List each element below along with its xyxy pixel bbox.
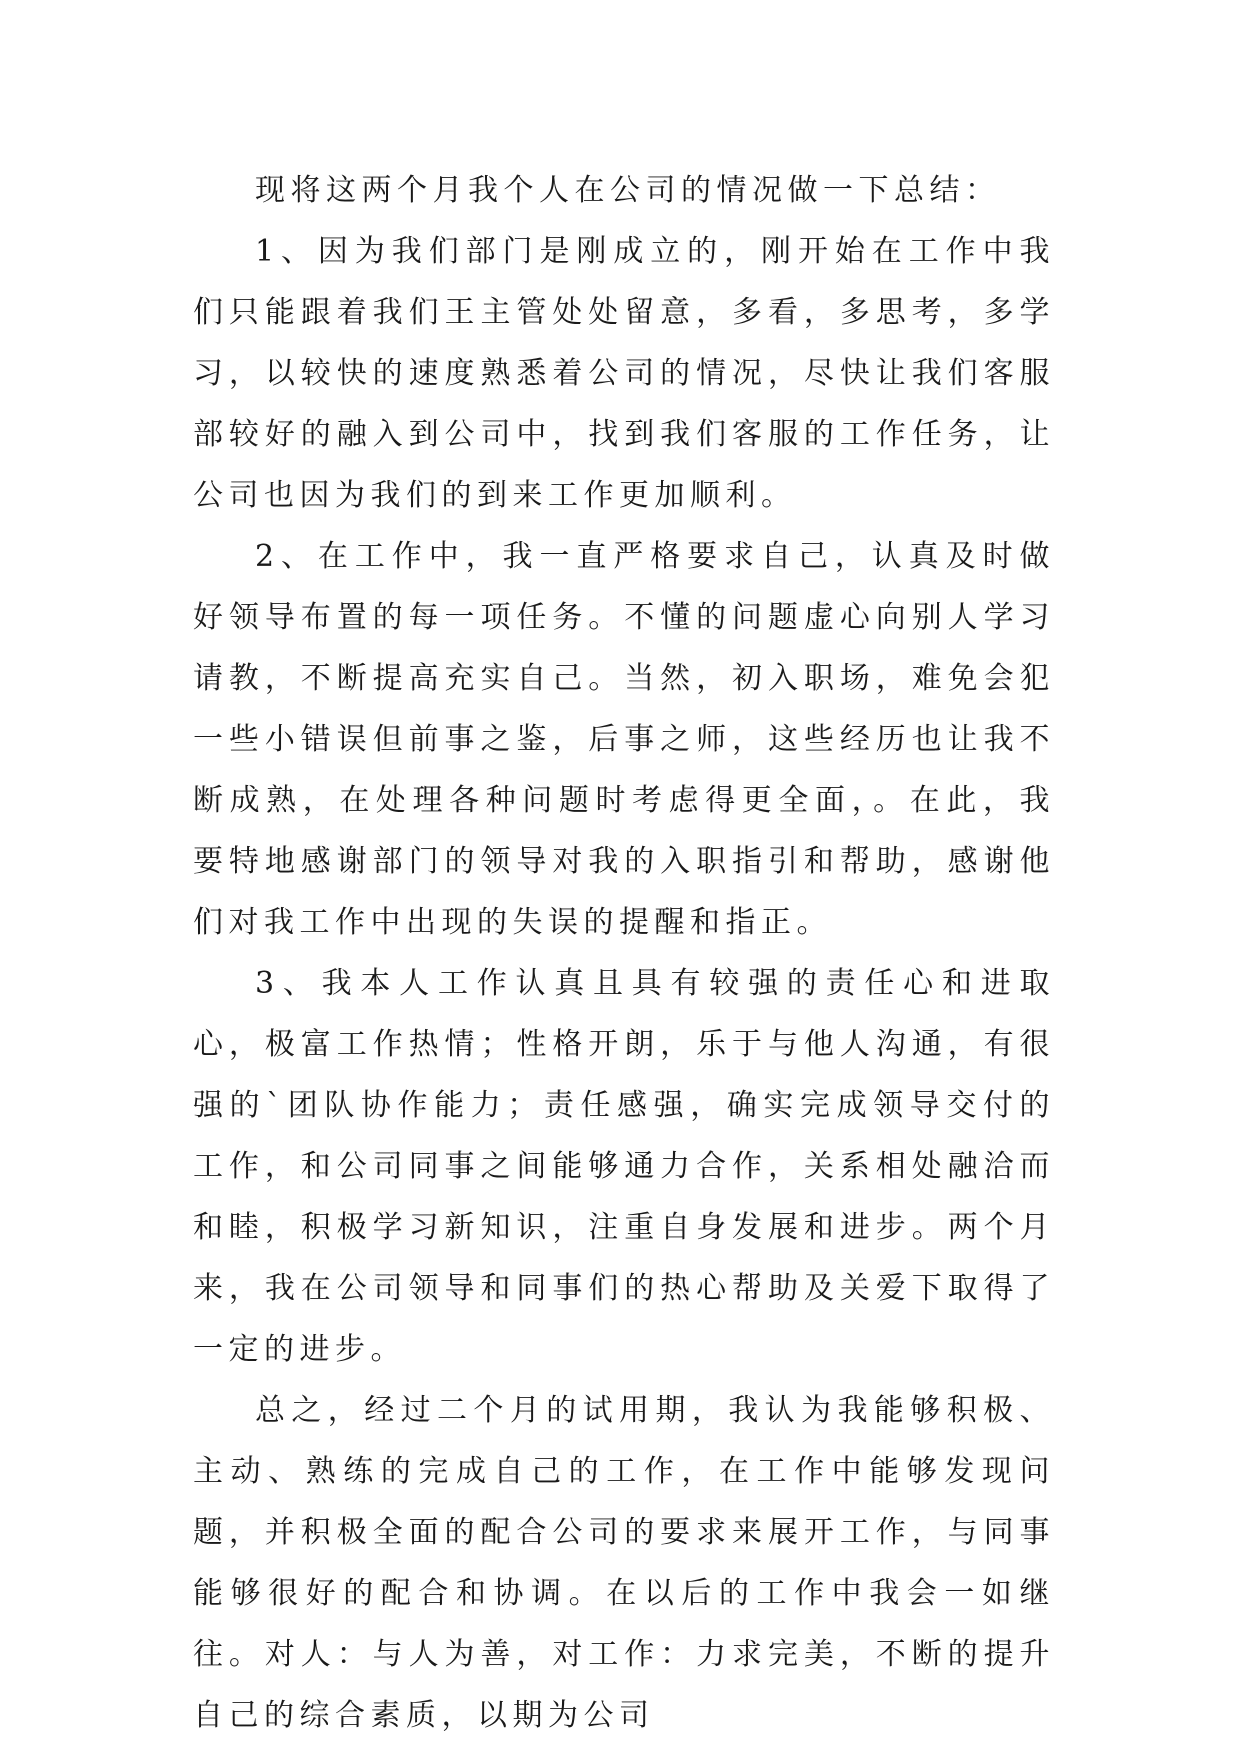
paragraph-point-2: 2、在工作中，我一直严格要求自己，认真及时做好领导布置的每一项任务。不懂的问题虚心向别人学习请教，不断提高充实自己。当然，初入职场，难免会犯一些小错误但前事之鉴，后事之师，这些经历也让我不断成熟，在处理各种问题时考虑得更全面，。在此，我要特地感谢部门的领导对我的入职指引和帮助，感谢他们对我工作中出现的失误的提醒和指正。: [193, 539, 1055, 940]
document-body: [193, 160, 1055, 1746]
paragraph-point-3: 3、我本人工作认真且具有较强的责任心和进取心，极富工作热情；性格开朗，乐于与他人沟通，有很强的`团队协作能力；责任感强，确实完成领导交付的工作，和公司同事之间能够通力合作，关系相处融洽而和睦，积极学习新知识，注重自身发展和进步。两个月来，我在公司领导和同事们的热心帮助及关爱下取得了一定的进步。: [193, 966, 1055, 1367]
paragraph-conclusion: 总之，经过二个月的试用期，我认为我能够积极、主动、熟练的完成自己的工作，在工作中能够发现问题，并积极全面的配合公司的要求来展开工作，与同事能够很好的配合和协调。在以后的工作中我会一如继往。对人：与人为善，对工作：力求完美，不断的提升自己的综合素质，以期为公司: [193, 1393, 1055, 1733]
paragraph-intro: 现将这两个月我个人在公司的情况做一下总结：: [255, 173, 1001, 208]
paragraph-point-1: 1、因为我们部门是刚成立的，刚开始在工作中我们只能跟着我们王主管处处留意，多看，多思考，多学习，以较快的速度熟悉着公司的情况，尽快让我们客服部较好的融入到公司中，找到我们客服的工作任务，让公司也因为我们的到来工作更加顺利。: [193, 234, 1055, 513]
